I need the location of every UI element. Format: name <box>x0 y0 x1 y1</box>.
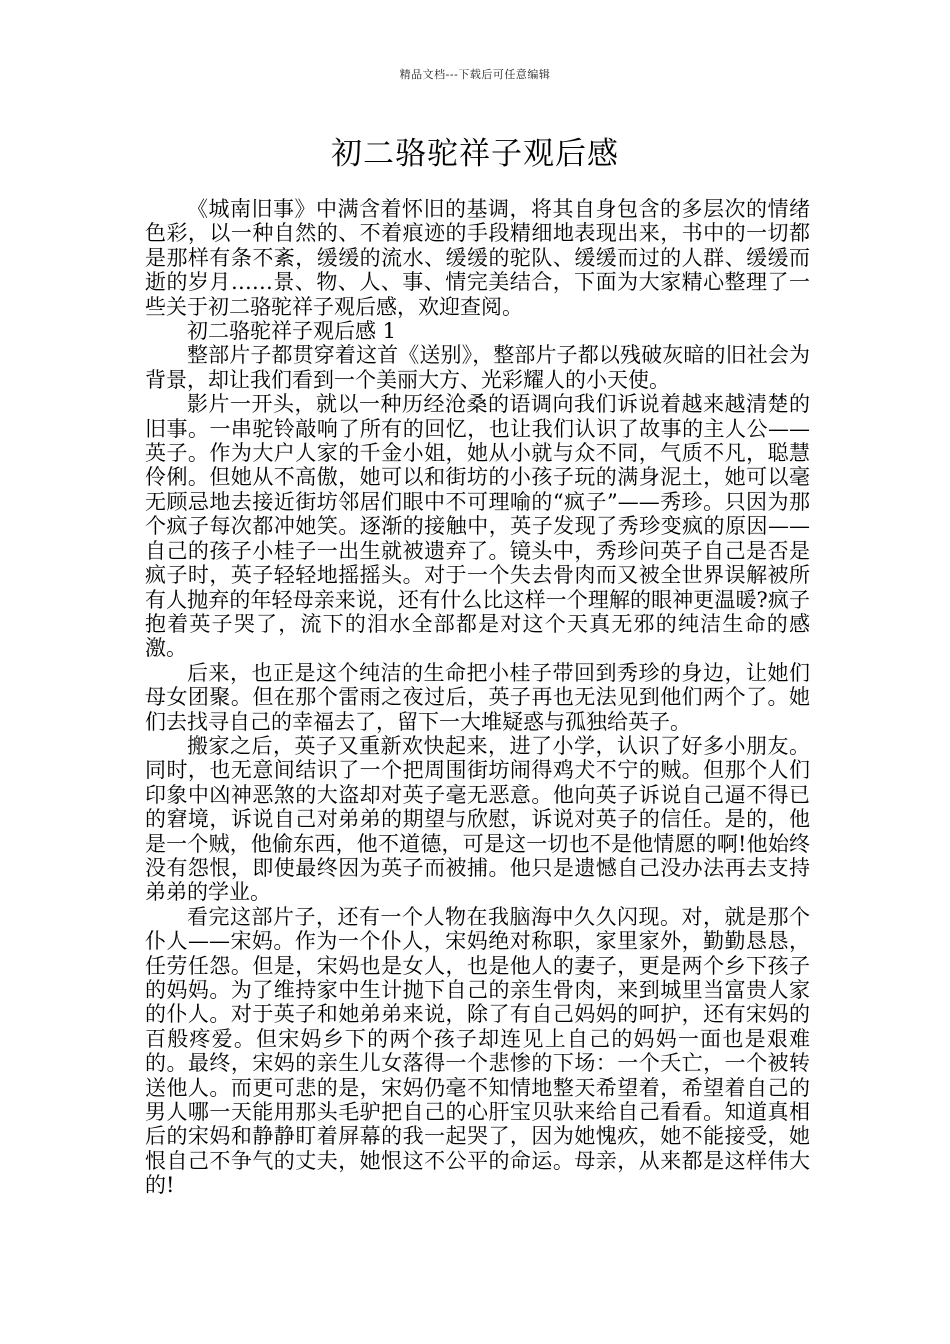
section-heading: 初二骆驼祥子观后感 1 <box>187 319 397 344</box>
paragraph: 看完这部片子，还有一个人物在我脑海中久久闪现。对，就是那个仆人——宋妈。作为一个仆人，宋妈绝对称职，家里家外，勤勤恳恳，任劳任怨。但是，宋妈也是女人，也是他人的妻子，更是两个乡下孩子的妈妈。为了维持家中生计抛下自己的亲生骨肉，来到城里当富贵人家的仆人。对于英子和她弟弟来说，除了有自己妈妈的呵护，还有宋妈的百般疼爱。但宋妈乡下的两个孩子却连见上自己的妈妈一面也是艰难的。最终，宋妈的亲生儿女落得一个悲惨的下场：一个夭亡，一个被转送他人。而更可悲的是，宋妈仍毫不知情地整天希望着，希望着自己的男人哪一天能用那头毛驴把自己的心肝宝贝驮来给自己看看。知道真相后的宋妈和静静盯着屏幕的我一起哭了，因为她愧疚，她不能接受，她恨自己不争气的丈夫，她恨这不公平的命运。母亲，从来都是这样伟大的! <box>145 904 810 1198</box>
document-body <box>145 197 810 1198</box>
paragraph: 后来，也正是这个纯洁的生命把小桂子带回到秀珍的身边，让她们母女团聚。但在那个雷雨之夜过后，英子再也无法见到他们两个了。她们去找寻自己的幸福去了，留下一大堆疑惑与孤独给英子。 <box>145 660 810 734</box>
paragraph-intro: 《城南旧事》中满含着怀旧的基调，将其自身包含的多层次的情绪色彩，以一种自然的、不着痕迹的手段精细地表现出来，书中的一切都是那样有条不紊，缓缓的流水、缓缓的驼队、缓缓而过的人群、缓缓而逝的岁月……景、物、人、事、情完美结合，下面为大家精心整理了一些关于初二骆驼祥子观后感，欢迎查阅。 <box>145 197 810 319</box>
header-note: 精品文档---下载后可任意编辑 <box>399 68 551 81</box>
paragraph: 搬家之后，英子又重新欢快起来，进了小学，认识了好多小朋友。同时，也无意间结识了一个把周围街坊闹得鸡犬不宁的贼。但那个人们印象中凶神恶煞的大盗却对英子毫无恶意。他向英子诉说自己逼不得已的窘境，诉说自己对弟弟的期望与欣慰，诉说对英子的信任。是的，他是一个贼，他偷东西，他不道德，可是这一切也不是他情愿的啊!他始终没有怨恨，即使最终因为英子而被捕。他只是遗憾自己没办法再去支持弟弟的学业。 <box>145 733 810 905</box>
paragraph: 影片一开头，就以一种历经沧桑的语调向我们诉说着越来越清楚的旧事。一串驼铃敲响了所有的回忆，也让我们认识了故事的主人公——英子。作为大户人家的千金小姐，她从小就与众不同，气质不凡，聪慧伶俐。但她从不高傲，她可以和街坊的小孩子玩的满身泥土，她可以毫无顾忌地去接近街坊邻居们眼中不可理喻的“疯子”——秀珍。只因为那个疯子每次都冲她笑。逐渐的接触中，英子发现了秀珍变疯的原因——自己的孩子小桂子一出生就被遗弃了。镜头中，秀珍问英子自己是否是疯子时，英子轻轻地摇摇头。对于一个失去骨肉而又被全世界误解被所有人抛弃的年轻母亲来说，还有什么比这样一个理解的眼神更温暖?疯子抱着英子哭了，流下的泪水全部都是对这个天真无邪的纯洁生命的感激。 <box>145 392 810 661</box>
paragraph: 整部片子都贯穿着这首《送别》，整部片子都以残破灰暗的旧社会为背景，却让我们看到一个美丽大方、光彩耀人的小天使。 <box>145 343 810 392</box>
document-title: 初二骆驼祥子观后感 <box>331 136 619 172</box>
